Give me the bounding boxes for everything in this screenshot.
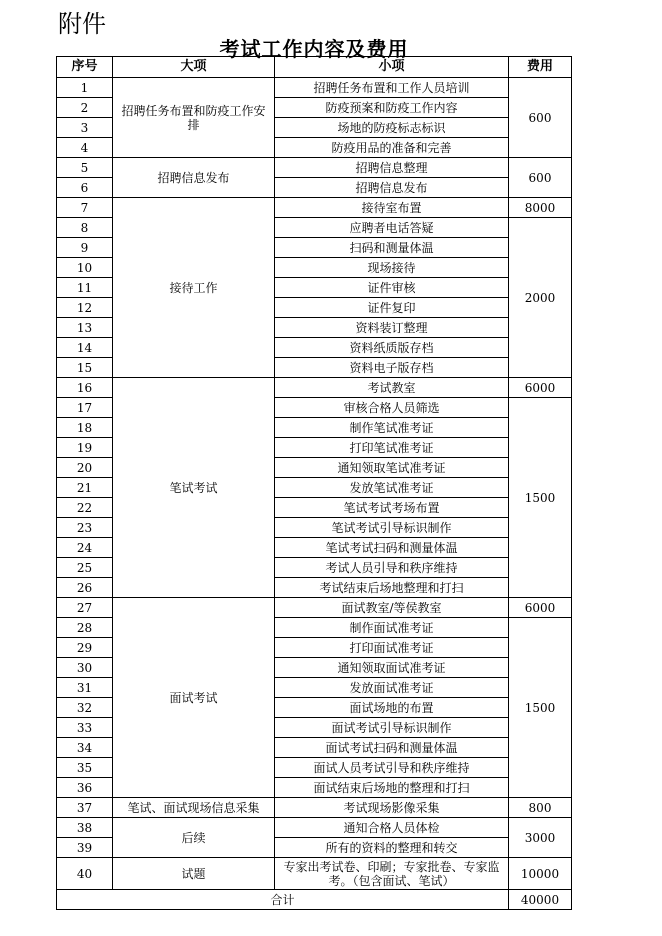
row-seq: 32	[57, 698, 113, 718]
table-row	[57, 78, 572, 98]
row-item: 所有的资料的整理和转交	[275, 838, 509, 858]
row-item: 打印笔试准考证	[275, 438, 509, 458]
page-title: 考试工作内容及费用	[219, 37, 409, 61]
cost-table	[56, 56, 572, 910]
table-row	[57, 858, 572, 890]
row-seq: 37	[57, 798, 113, 818]
row-seq: 19	[57, 438, 113, 458]
row-seq: 17	[57, 398, 113, 418]
row-item: 面试考试引导标识制作	[275, 718, 509, 738]
row-seq: 18	[57, 418, 113, 438]
row-seq: 33	[57, 718, 113, 738]
row-item: 面试场地的布置	[275, 698, 509, 718]
row-seq: 35	[57, 758, 113, 778]
row-cost: 1500	[509, 618, 572, 798]
row-item: 场地的防疫标志标识	[275, 118, 509, 138]
table-row	[57, 198, 572, 218]
row-seq: 13	[57, 318, 113, 338]
row-item: 笔试考试引导标识制作	[275, 518, 509, 538]
row-seq: 14	[57, 338, 113, 358]
row-seq: 16	[57, 378, 113, 398]
row-item: 招聘任务布置和工作人员培训	[275, 78, 509, 98]
row-cost: 800	[509, 798, 572, 818]
row-item: 证件复印	[275, 298, 509, 318]
table-row	[57, 378, 572, 398]
row-seq: 26	[57, 578, 113, 598]
row-item: 打印面试准考证	[275, 638, 509, 658]
row-cost: 3000	[509, 818, 572, 858]
row-category: 面试考试	[113, 598, 275, 798]
row-item: 招聘信息发布	[275, 178, 509, 198]
row-seq: 31	[57, 678, 113, 698]
header-cost: 费用	[509, 57, 572, 78]
row-item: 接待室布置	[275, 198, 509, 218]
total-label: 合计	[57, 890, 509, 910]
row-item: 面试结束后场地的整理和打扫	[275, 778, 509, 798]
row-item: 审核合格人员筛选	[275, 398, 509, 418]
row-seq: 40	[57, 858, 113, 890]
header-item: 小项	[275, 57, 509, 78]
row-category: 后续	[113, 818, 275, 858]
row-seq: 27	[57, 598, 113, 618]
row-seq: 11	[57, 278, 113, 298]
row-category: 招聘任务布置和防疫工作安排	[113, 78, 275, 158]
row-seq: 4	[57, 138, 113, 158]
row-cost: 600	[509, 78, 572, 158]
row-seq: 5	[57, 158, 113, 178]
row-item: 资料纸质版存档	[275, 338, 509, 358]
row-item: 发放笔试准考证	[275, 478, 509, 498]
row-item: 制作面试准考证	[275, 618, 509, 638]
row-seq: 20	[57, 458, 113, 478]
total-row	[57, 890, 572, 910]
row-item: 考试现场影像采集	[275, 798, 509, 818]
row-seq: 36	[57, 778, 113, 798]
row-cost: 6000	[509, 378, 572, 398]
row-item: 笔试考试扫码和测量体温	[275, 538, 509, 558]
row-item: 防疫预案和防疫工作内容	[275, 98, 509, 118]
row-item: 证件审核	[275, 278, 509, 298]
row-seq: 39	[57, 838, 113, 858]
header-category: 大项	[113, 57, 275, 78]
row-seq: 30	[57, 658, 113, 678]
table-row	[57, 798, 572, 818]
row-seq: 8	[57, 218, 113, 238]
row-cost: 8000	[509, 198, 572, 218]
row-seq: 9	[57, 238, 113, 258]
row-item: 防疫用品的准备和完善	[275, 138, 509, 158]
row-seq: 3	[57, 118, 113, 138]
row-item: 现场接待	[275, 258, 509, 278]
row-category: 笔试、面试现场信息采集	[113, 798, 275, 818]
row-item: 资料装订整理	[275, 318, 509, 338]
row-item: 面试教室/等侯教室	[275, 598, 509, 618]
row-item: 通知领取笔试准考证	[275, 458, 509, 478]
row-item: 考试人员引导和秩序维持	[275, 558, 509, 578]
row-cost: 2000	[509, 218, 572, 378]
row-item: 笔试考试考场布置	[275, 498, 509, 518]
row-item: 应聘者电话答疑	[275, 218, 509, 238]
row-category: 笔试考试	[113, 378, 275, 598]
row-seq: 28	[57, 618, 113, 638]
row-item: 考试教室	[275, 378, 509, 398]
table-body	[57, 78, 572, 910]
row-seq: 7	[57, 198, 113, 218]
row-seq: 2	[57, 98, 113, 118]
row-cost: 1500	[509, 398, 572, 598]
row-item: 专家出考试卷、印刷；专家批卷、专家监考。（包含面试、笔试）	[275, 858, 509, 890]
row-item: 面试考试扫码和测量体温	[275, 738, 509, 758]
row-seq: 29	[57, 638, 113, 658]
table-row	[57, 818, 572, 838]
row-item: 招聘信息整理	[275, 158, 509, 178]
row-seq: 23	[57, 518, 113, 538]
row-item: 考试结束后场地整理和打扫	[275, 578, 509, 598]
row-cost: 6000	[509, 598, 572, 618]
table-row	[57, 598, 572, 618]
row-seq: 25	[57, 558, 113, 578]
row-seq: 22	[57, 498, 113, 518]
row-item: 面试人员考试引导和秩序维持	[275, 758, 509, 778]
row-item: 资料电子版存档	[275, 358, 509, 378]
row-item: 制作笔试准考证	[275, 418, 509, 438]
row-seq: 12	[57, 298, 113, 318]
row-category: 试题	[113, 858, 275, 890]
row-category: 接待工作	[113, 198, 275, 378]
row-cost: 600	[509, 158, 572, 198]
row-seq: 24	[57, 538, 113, 558]
row-category: 招聘信息发布	[113, 158, 275, 198]
row-seq: 10	[57, 258, 113, 278]
row-item: 通知领取面试准考证	[275, 658, 509, 678]
row-item: 扫码和测量体温	[275, 238, 509, 258]
row-seq: 38	[57, 818, 113, 838]
attachment-label: 附件	[58, 10, 106, 38]
row-cost: 10000	[509, 858, 572, 890]
row-seq: 34	[57, 738, 113, 758]
row-item: 发放面试准考证	[275, 678, 509, 698]
row-seq: 15	[57, 358, 113, 378]
header-seq: 序号	[57, 57, 113, 78]
table-header-row	[57, 57, 572, 78]
total-value: 40000	[509, 890, 572, 910]
row-item: 通知合格人员体检	[275, 818, 509, 838]
row-seq: 21	[57, 478, 113, 498]
table-row	[57, 158, 572, 178]
row-seq: 6	[57, 178, 113, 198]
row-seq: 1	[57, 78, 113, 98]
